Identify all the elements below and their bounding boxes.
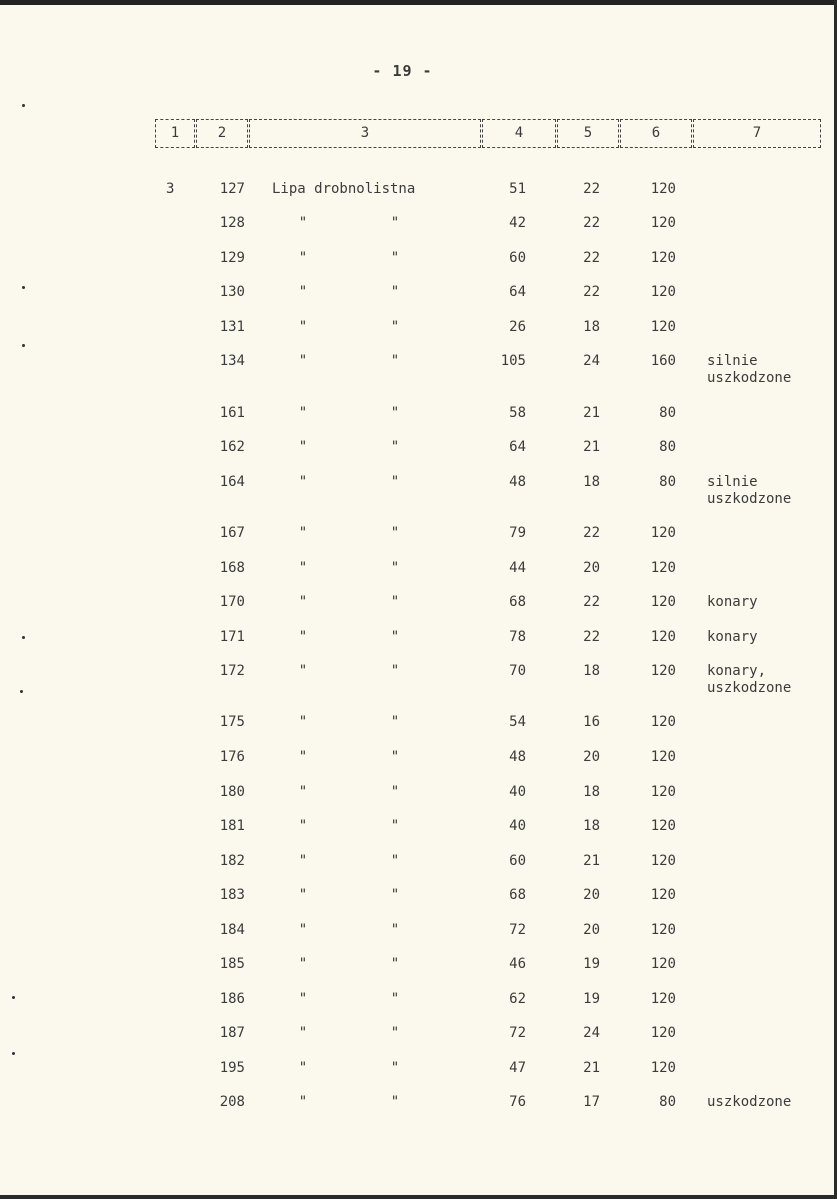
table-row bbox=[0, 284, 837, 302]
table-row bbox=[0, 991, 837, 1009]
value-col-4: 42 bbox=[509, 215, 526, 231]
table-row bbox=[0, 887, 837, 905]
value-col-6: 80 bbox=[659, 474, 676, 490]
ditto-mark: " bbox=[298, 215, 308, 231]
value-col-6: 120 bbox=[650, 784, 676, 800]
value-col-4: 51 bbox=[509, 181, 526, 197]
tree-number: 181 bbox=[219, 818, 245, 834]
value-col-5: 16 bbox=[583, 714, 600, 730]
table-row bbox=[0, 181, 837, 199]
value-col-5: 18 bbox=[583, 663, 600, 679]
table-row bbox=[0, 319, 837, 337]
header-col-4: 4 bbox=[482, 119, 556, 148]
value-col-5: 21 bbox=[583, 1060, 600, 1076]
ditto-mark: " bbox=[298, 749, 308, 765]
value-col-5: 18 bbox=[583, 474, 600, 490]
value-col-4: 48 bbox=[509, 749, 526, 765]
value-col-4: 78 bbox=[509, 629, 526, 645]
value-col-5: 20 bbox=[583, 560, 600, 576]
value-col-5: 22 bbox=[583, 629, 600, 645]
ditto-mark: " bbox=[390, 663, 400, 679]
value-col-6: 120 bbox=[650, 181, 676, 197]
value-col-5: 21 bbox=[583, 405, 600, 421]
remarks: konary bbox=[707, 629, 758, 645]
remarks: silnie uszkodzone bbox=[707, 474, 792, 507]
ditto-mark: " bbox=[390, 353, 400, 369]
tree-number: 167 bbox=[219, 525, 245, 541]
value-col-5: 20 bbox=[583, 922, 600, 938]
value-col-6: 120 bbox=[650, 714, 676, 730]
value-col-4: 79 bbox=[509, 525, 526, 541]
tree-number: 170 bbox=[219, 594, 245, 610]
value-col-4: 68 bbox=[509, 887, 526, 903]
tree-number: 129 bbox=[219, 250, 245, 266]
tree-number: 134 bbox=[219, 353, 245, 369]
ditto-mark: " bbox=[298, 784, 308, 800]
header-col-5: 5 bbox=[557, 119, 619, 148]
table-row bbox=[0, 250, 837, 268]
tree-number: 127 bbox=[219, 181, 245, 197]
value-col-6: 120 bbox=[650, 956, 676, 972]
table-row bbox=[0, 1025, 837, 1043]
ditto-mark: " bbox=[390, 439, 400, 455]
ditto-mark: " bbox=[298, 525, 308, 541]
value-col-4: 48 bbox=[509, 474, 526, 490]
table-row bbox=[0, 474, 837, 507]
header-col-6: 6 bbox=[620, 119, 692, 148]
group-number: 3 bbox=[166, 181, 175, 197]
table-row bbox=[0, 405, 837, 423]
scan-bottom-edge bbox=[0, 1195, 837, 1199]
value-col-6: 120 bbox=[650, 663, 676, 679]
value-col-6: 120 bbox=[650, 749, 676, 765]
table-row bbox=[0, 215, 837, 233]
margin-mark bbox=[12, 1052, 15, 1055]
value-col-5: 22 bbox=[583, 284, 600, 300]
value-col-5: 19 bbox=[583, 991, 600, 1007]
value-col-5: 19 bbox=[583, 956, 600, 972]
margin-mark bbox=[22, 286, 25, 289]
value-col-4: 76 bbox=[509, 1094, 526, 1110]
tree-number: 182 bbox=[219, 853, 245, 869]
tree-number: 195 bbox=[219, 1060, 245, 1076]
ditto-mark: " bbox=[390, 956, 400, 972]
ditto-mark: " bbox=[298, 250, 308, 266]
value-col-4: 62 bbox=[509, 991, 526, 1007]
value-col-6: 120 bbox=[650, 922, 676, 938]
value-col-4: 72 bbox=[509, 922, 526, 938]
value-col-5: 21 bbox=[583, 439, 600, 455]
value-col-6: 120 bbox=[650, 1025, 676, 1041]
ditto-mark: " bbox=[298, 284, 308, 300]
tree-number: 131 bbox=[219, 319, 245, 335]
ditto-mark: " bbox=[390, 887, 400, 903]
value-col-6: 160 bbox=[650, 353, 676, 369]
table-row bbox=[0, 714, 837, 732]
ditto-mark: " bbox=[298, 1060, 308, 1076]
table-row bbox=[0, 749, 837, 767]
ditto-mark: " bbox=[298, 956, 308, 972]
table-row bbox=[0, 853, 837, 871]
header-col-2: 2 bbox=[196, 119, 248, 148]
ditto-mark: " bbox=[390, 405, 400, 421]
value-col-4: 72 bbox=[509, 1025, 526, 1041]
value-col-6: 120 bbox=[650, 991, 676, 1007]
value-col-4: 44 bbox=[509, 560, 526, 576]
value-col-5: 20 bbox=[583, 887, 600, 903]
ditto-mark: " bbox=[390, 594, 400, 610]
table-row bbox=[0, 1094, 837, 1112]
ditto-mark: " bbox=[298, 714, 308, 730]
tree-number: 164 bbox=[219, 474, 245, 490]
value-col-5: 22 bbox=[583, 525, 600, 541]
value-col-6: 120 bbox=[650, 525, 676, 541]
ditto-mark: " bbox=[390, 714, 400, 730]
table-row bbox=[0, 818, 837, 836]
value-col-6: 120 bbox=[650, 284, 676, 300]
value-col-5: 22 bbox=[583, 181, 600, 197]
ditto-mark: " bbox=[390, 1060, 400, 1076]
value-col-6: 80 bbox=[659, 405, 676, 421]
ditto-mark: " bbox=[390, 525, 400, 541]
page-number: - 19 - bbox=[372, 62, 433, 80]
table-row bbox=[0, 353, 837, 386]
table-row bbox=[0, 594, 837, 612]
ditto-mark: " bbox=[390, 284, 400, 300]
ditto-mark: " bbox=[390, 922, 400, 938]
tree-number: 176 bbox=[219, 749, 245, 765]
ditto-mark: " bbox=[298, 439, 308, 455]
table-row bbox=[0, 663, 837, 696]
margin-mark bbox=[22, 344, 25, 347]
ditto-mark: " bbox=[390, 215, 400, 231]
tree-number: 130 bbox=[219, 284, 245, 300]
ditto-mark: " bbox=[298, 922, 308, 938]
remarks: uszkodzone bbox=[707, 1094, 792, 1110]
value-col-6: 120 bbox=[650, 818, 676, 834]
value-col-5: 24 bbox=[583, 1025, 600, 1041]
value-col-5: 22 bbox=[583, 215, 600, 231]
value-col-6: 120 bbox=[650, 853, 676, 869]
value-col-6: 120 bbox=[650, 250, 676, 266]
tree-number: 168 bbox=[219, 560, 245, 576]
value-col-4: 40 bbox=[509, 784, 526, 800]
tree-number: 128 bbox=[219, 215, 245, 231]
value-col-5: 24 bbox=[583, 353, 600, 369]
tree-number: 162 bbox=[219, 439, 245, 455]
value-col-6: 120 bbox=[650, 629, 676, 645]
ditto-mark: " bbox=[390, 560, 400, 576]
margin-mark bbox=[22, 636, 25, 639]
ditto-mark: " bbox=[298, 818, 308, 834]
value-col-5: 18 bbox=[583, 818, 600, 834]
remarks: silnie uszkodzone bbox=[707, 353, 792, 386]
ditto-mark: " bbox=[390, 1094, 400, 1110]
value-col-4: 64 bbox=[509, 439, 526, 455]
value-col-5: 21 bbox=[583, 853, 600, 869]
species-name: Lipa drobnolistna bbox=[272, 181, 416, 197]
value-col-5: 18 bbox=[583, 319, 600, 335]
value-col-4: 60 bbox=[509, 853, 526, 869]
ditto-mark: " bbox=[390, 784, 400, 800]
ditto-mark: " bbox=[298, 853, 308, 869]
value-col-5: 22 bbox=[583, 594, 600, 610]
value-col-4: 54 bbox=[509, 714, 526, 730]
table-row bbox=[0, 525, 837, 543]
ditto-mark: " bbox=[298, 629, 308, 645]
ditto-mark: " bbox=[390, 250, 400, 266]
value-col-5: 22 bbox=[583, 250, 600, 266]
value-col-4: 40 bbox=[509, 818, 526, 834]
ditto-mark: " bbox=[298, 991, 308, 1007]
tree-number: 171 bbox=[219, 629, 245, 645]
tree-number: 183 bbox=[219, 887, 245, 903]
tree-number: 180 bbox=[219, 784, 245, 800]
tree-number: 187 bbox=[219, 1025, 245, 1041]
value-col-6: 120 bbox=[650, 215, 676, 231]
table-row bbox=[0, 439, 837, 457]
table-row bbox=[0, 1060, 837, 1078]
ditto-mark: " bbox=[298, 405, 308, 421]
value-col-5: 18 bbox=[583, 784, 600, 800]
margin-mark bbox=[22, 104, 25, 107]
remarks: konary bbox=[707, 594, 758, 610]
value-col-4: 26 bbox=[509, 319, 526, 335]
ditto-mark: " bbox=[298, 474, 308, 490]
value-col-6: 120 bbox=[650, 887, 676, 903]
value-col-6: 120 bbox=[650, 319, 676, 335]
table-row bbox=[0, 560, 837, 578]
value-col-4: 68 bbox=[509, 594, 526, 610]
ditto-mark: " bbox=[390, 1025, 400, 1041]
value-col-4: 46 bbox=[509, 956, 526, 972]
value-col-4: 47 bbox=[509, 1060, 526, 1076]
margin-mark bbox=[12, 996, 15, 999]
value-col-4: 70 bbox=[509, 663, 526, 679]
ditto-mark: " bbox=[298, 353, 308, 369]
table-row bbox=[0, 784, 837, 802]
scan-top-edge bbox=[0, 0, 837, 5]
tree-number: 172 bbox=[219, 663, 245, 679]
header-col-1: 1 bbox=[155, 119, 195, 148]
ditto-mark: " bbox=[298, 887, 308, 903]
ditto-mark: " bbox=[298, 560, 308, 576]
value-col-6: 120 bbox=[650, 560, 676, 576]
value-col-5: 20 bbox=[583, 749, 600, 765]
ditto-mark: " bbox=[390, 749, 400, 765]
value-col-4: 105 bbox=[500, 353, 526, 369]
value-col-4: 60 bbox=[509, 250, 526, 266]
table-row bbox=[0, 922, 837, 940]
value-col-6: 80 bbox=[659, 1094, 676, 1110]
ditto-mark: " bbox=[390, 853, 400, 869]
value-col-4: 58 bbox=[509, 405, 526, 421]
value-col-5: 17 bbox=[583, 1094, 600, 1110]
table-row bbox=[0, 629, 837, 647]
value-col-4: 64 bbox=[509, 284, 526, 300]
ditto-mark: " bbox=[390, 818, 400, 834]
header-col-7: 7 bbox=[693, 119, 821, 148]
tree-number: 186 bbox=[219, 991, 245, 1007]
header-col-3: 3 bbox=[249, 119, 481, 148]
ditto-mark: " bbox=[390, 474, 400, 490]
tree-number: 208 bbox=[219, 1094, 245, 1110]
remarks: konary, uszkodzone bbox=[707, 663, 792, 696]
margin-mark bbox=[20, 690, 23, 693]
ditto-mark: " bbox=[298, 1025, 308, 1041]
ditto-mark: " bbox=[298, 663, 308, 679]
value-col-6: 120 bbox=[650, 594, 676, 610]
ditto-mark: " bbox=[298, 1094, 308, 1110]
table-row bbox=[0, 956, 837, 974]
ditto-mark: " bbox=[390, 629, 400, 645]
ditto-mark: " bbox=[390, 319, 400, 335]
ditto-mark: " bbox=[298, 319, 308, 335]
tree-number: 175 bbox=[219, 714, 245, 730]
tree-number: 161 bbox=[219, 405, 245, 421]
value-col-6: 120 bbox=[650, 1060, 676, 1076]
ditto-mark: " bbox=[390, 991, 400, 1007]
value-col-6: 80 bbox=[659, 439, 676, 455]
tree-number: 185 bbox=[219, 956, 245, 972]
ditto-mark: " bbox=[298, 594, 308, 610]
tree-number: 184 bbox=[219, 922, 245, 938]
